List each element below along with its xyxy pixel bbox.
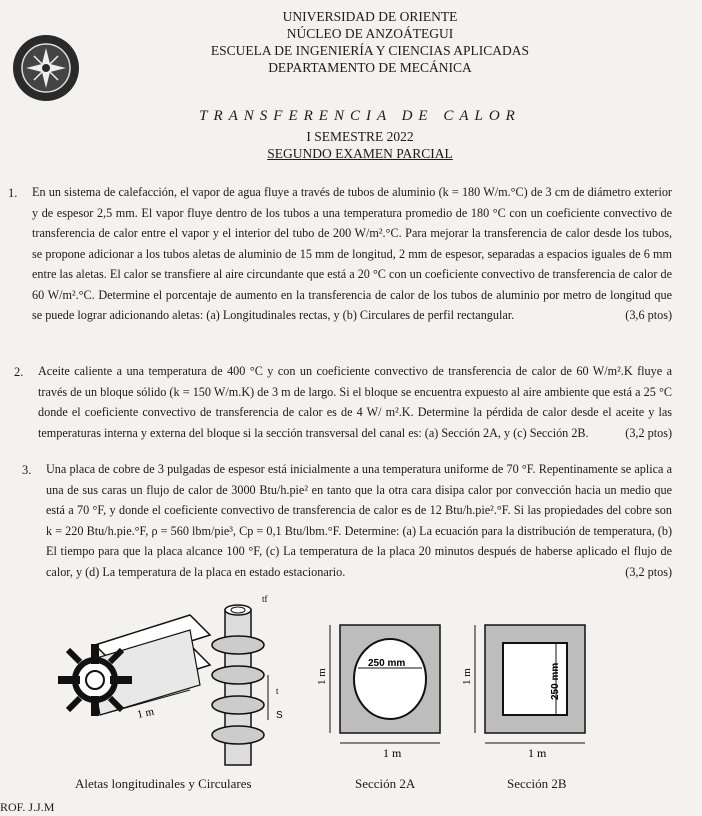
university-seal-icon xyxy=(12,34,80,102)
section-2a-height-label: 1 m xyxy=(316,668,328,685)
question-1-number: 1. xyxy=(8,186,18,200)
section-2a-width-label: 1 m xyxy=(383,746,402,760)
question-2-points: (3,2 ptos) xyxy=(625,425,672,440)
fins-caption: Aletas longitudinales y Circulares xyxy=(75,776,252,791)
department-name: DEPARTAMENTO DE MECÁNICA xyxy=(268,60,472,75)
question-1-text: En un sistema de calefacción, el vapor de agua fluye a través de tubos de aluminio (k = 180 W/m.°C) de 3 cm de diámetro exterior y de espesor 2,5 mm. El vapor fluye dentro de los tubos a una temperatura promedio de 180 °C con un coeficiente convectivo de transferencia de calor entre el vapor y el interior del tubo de 200 W/m².°C. Para mejorar la transferencia de calor desde los tubos, se propone adicionar a los tubos aletas de aluminio de 15 mm de longitud, 2 mm de espesor, separadas a espacios iguales de 6 mm entre las aletas. El calor se transfiere al aire circundante que está a 20 °C con un coeficiente convectivo de transferencia de calor de 60 W/m².°C. Determine el porcentaje de aumento en la transferencia de calor de los tubos de aluminio por metro de longitud que se puede lograr adicionando aletas: (a) Longitudinales rectas, y (b) Circulares de perfil rectangular. xyxy=(32,185,672,322)
semester-label: I SEMESTRE 2022 xyxy=(306,129,414,144)
campus-name: NÚCLEO DE ANZOÁTEGUI xyxy=(286,26,454,41)
section-2a-figure xyxy=(316,625,440,760)
section-2a-caption: Sección 2A xyxy=(355,776,416,791)
section-2b-height-label: 1 m xyxy=(461,668,473,685)
exam-title-block xyxy=(120,108,600,162)
section-2b-side-label: 250 mm xyxy=(550,662,561,700)
circular-fin-tube-figure xyxy=(212,594,283,765)
school-name: ESCUELA DE INGENIERÍA Y CIENCIAS APLICADAS xyxy=(210,43,530,58)
question-3-text: Una placa de cobre de 3 pulgadas de espesor está inicialmente a una temperatura uniforme de 70 °F. Repentinamente se aplica a una de sus caras un flujo de calor de 3000 Btu/h.pie² en tanto que la otra cara disipa calor por convección hacia un medio que está a 70 °F, y donde el coeficiente convectivo de transferencia de calor es de 12 Btu/h.pie².°F. Si las propiedades del cobre son k = 220 Btu/h.pie.°F, ρ = 560 lbm/pie³, Cp = 0,1 Btu/lbm.°F. Determine: (a) La ecuación para la distribución de temperatura, (b) El tiempo para que la placa alcance 100 °F, (c) La temperatura de la placa 20 minutos después de haberse aplicado el flujo de calor, y (d) La temperatura de la placa en estado estacionario. xyxy=(46,462,672,579)
longitudinal-fin-tube-figure xyxy=(58,615,210,721)
figures-area xyxy=(0,590,702,800)
figures-drawing xyxy=(0,590,702,800)
question-3 xyxy=(46,459,672,582)
fin-tf-label: tf xyxy=(262,594,268,604)
question-1-points: (3,6 ptos) xyxy=(625,308,672,322)
section-2a-diameter-label: 250 mm xyxy=(368,658,406,669)
section-2b-caption: Sección 2B xyxy=(507,776,567,791)
fin-s-label: S xyxy=(276,710,283,721)
university-name: UNIVERSIDAD DE ORIENTE xyxy=(282,9,458,24)
institution-header xyxy=(130,8,610,76)
course-title: TRANSFERENCIA DE CALOR xyxy=(199,108,521,124)
question-2-number: 2. xyxy=(14,365,24,379)
question-3-points: (3,2 ptos) xyxy=(625,564,672,579)
section-2b-width-label: 1 m xyxy=(528,746,547,760)
section-2b-figure xyxy=(461,625,585,760)
question-1 xyxy=(32,182,672,326)
question-3-number: 3. xyxy=(22,463,32,477)
question-2 xyxy=(38,361,672,443)
footer-initials: ROF. J.J.M xyxy=(0,800,55,814)
question-2-text: Aceite caliente a una temperatura de 400 °C y con un coeficiente convectivo de transferencia de calor de 60 W/m².K fluye a través de un bloque sólido (k = 150 W/m.K) de 3 m de largo. Si el bloque se encuentra expuesto al aire ambiente que está a 25 °C donde el coeficiente convectivo de transferencia de calor es de 4 W/ m².K. Determine la pérdida de calor desde el aceite y las temperaturas interna y externa del bloque si la sección transversal del canal es: (a) Sección 2A, y (c) Sección 2B. xyxy=(38,364,672,440)
exam-label: SEGUNDO EXAMEN PARCIAL xyxy=(267,146,453,161)
fin-t-label: t xyxy=(276,686,279,696)
fin-length-label: 1 m xyxy=(136,705,156,721)
